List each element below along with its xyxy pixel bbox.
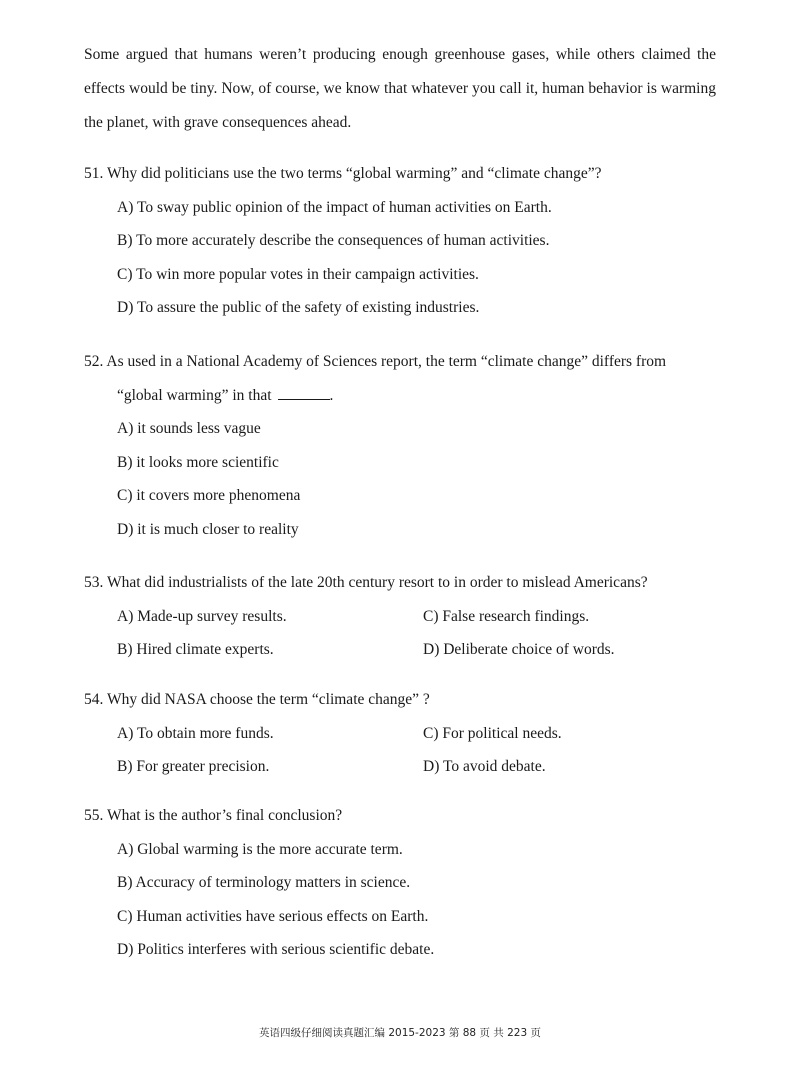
- option-55-d: D) Politics interferes with serious scientific debate.: [117, 941, 435, 958]
- option-54-a: A) To obtain more funds.: [117, 724, 274, 742]
- question-55: [84, 799, 716, 967]
- option-52-c: C) it covers more phenomena: [117, 487, 301, 504]
- page-footer: 英语四级仔细阅读真题汇编 2015-2023 第 88 页 共 223 页: [259, 1027, 541, 1039]
- question-55-stem: 55. What is the author’s final conclusion?: [84, 807, 343, 824]
- option-54-d: D) To avoid debate.: [423, 758, 546, 775]
- question-52-stem-end: .: [329, 386, 334, 404]
- document-page: [84, 0, 716, 1066]
- option-53-b: B) Hired climate experts.: [117, 641, 274, 658]
- option-52-d: D) it is much closer to reality: [117, 520, 299, 538]
- option-51-a: A) To sway public opinion of the impact of human activities on Earth.: [117, 198, 552, 216]
- option-55-a: A) Global warming is the more accurate term.: [117, 840, 403, 858]
- option-52-a: A) it sounds less vague: [117, 420, 261, 437]
- option-53-c: C) False research findings.: [423, 607, 590, 625]
- option-54-c: C) For political needs.: [423, 724, 562, 742]
- question-53-options: [84, 600, 716, 667]
- question-51: [84, 157, 716, 325]
- option-55-b: B) Accuracy of terminology matters in science.: [117, 874, 411, 891]
- option-53-d: D) Deliberate choice of words.: [423, 641, 615, 658]
- question-54: [84, 683, 716, 784]
- option-52-b: B) it looks more scientific: [117, 453, 279, 471]
- option-53-a: A) Made-up survey results.: [117, 607, 287, 625]
- question-51-stem: 51. Why did politicians use the two terms “global warming” and “climate change”?: [84, 165, 602, 182]
- question-52-options: [84, 412, 716, 546]
- question-54-options: [84, 717, 716, 784]
- question-52-stem: 52. As used in a National Academy of Sciences report, the term “climate change” differs from: [84, 353, 667, 370]
- option-51-c: C) To win more popular votes in their campaign activities.: [117, 265, 479, 283]
- answer-blank: [278, 387, 330, 400]
- question-54-stem: 54. Why did NASA choose the term “climate change” ?: [84, 691, 430, 708]
- question-55-options: [84, 833, 716, 967]
- question-53: [84, 566, 716, 667]
- option-55-c: C) Human activities have serious effects on Earth.: [117, 907, 429, 925]
- question-51-options: [84, 191, 716, 325]
- intro-paragraph: Some argued that humans weren’t producing enough greenhouse gases, while others claimed the effects would be tiny. Now, of course, we know that whatever you call it, human behavior is warming the planet, with grave consequences ahead.: [84, 46, 716, 131]
- option-51-d: D) To assure the public of the safety of existing industries.: [117, 299, 480, 316]
- question-52-stem-continued: [84, 379, 716, 413]
- question-52: [84, 345, 716, 546]
- question-53-stem: 53. What did industrialists of the late 20th century resort to in order to mislead Americans?: [84, 574, 648, 591]
- question-52-stem-cont-text: “global warming” in that: [117, 386, 272, 404]
- option-54-b: B) For greater precision.: [117, 758, 270, 775]
- option-51-b: B) To more accurately describe the consequences of human activities.: [117, 232, 550, 249]
